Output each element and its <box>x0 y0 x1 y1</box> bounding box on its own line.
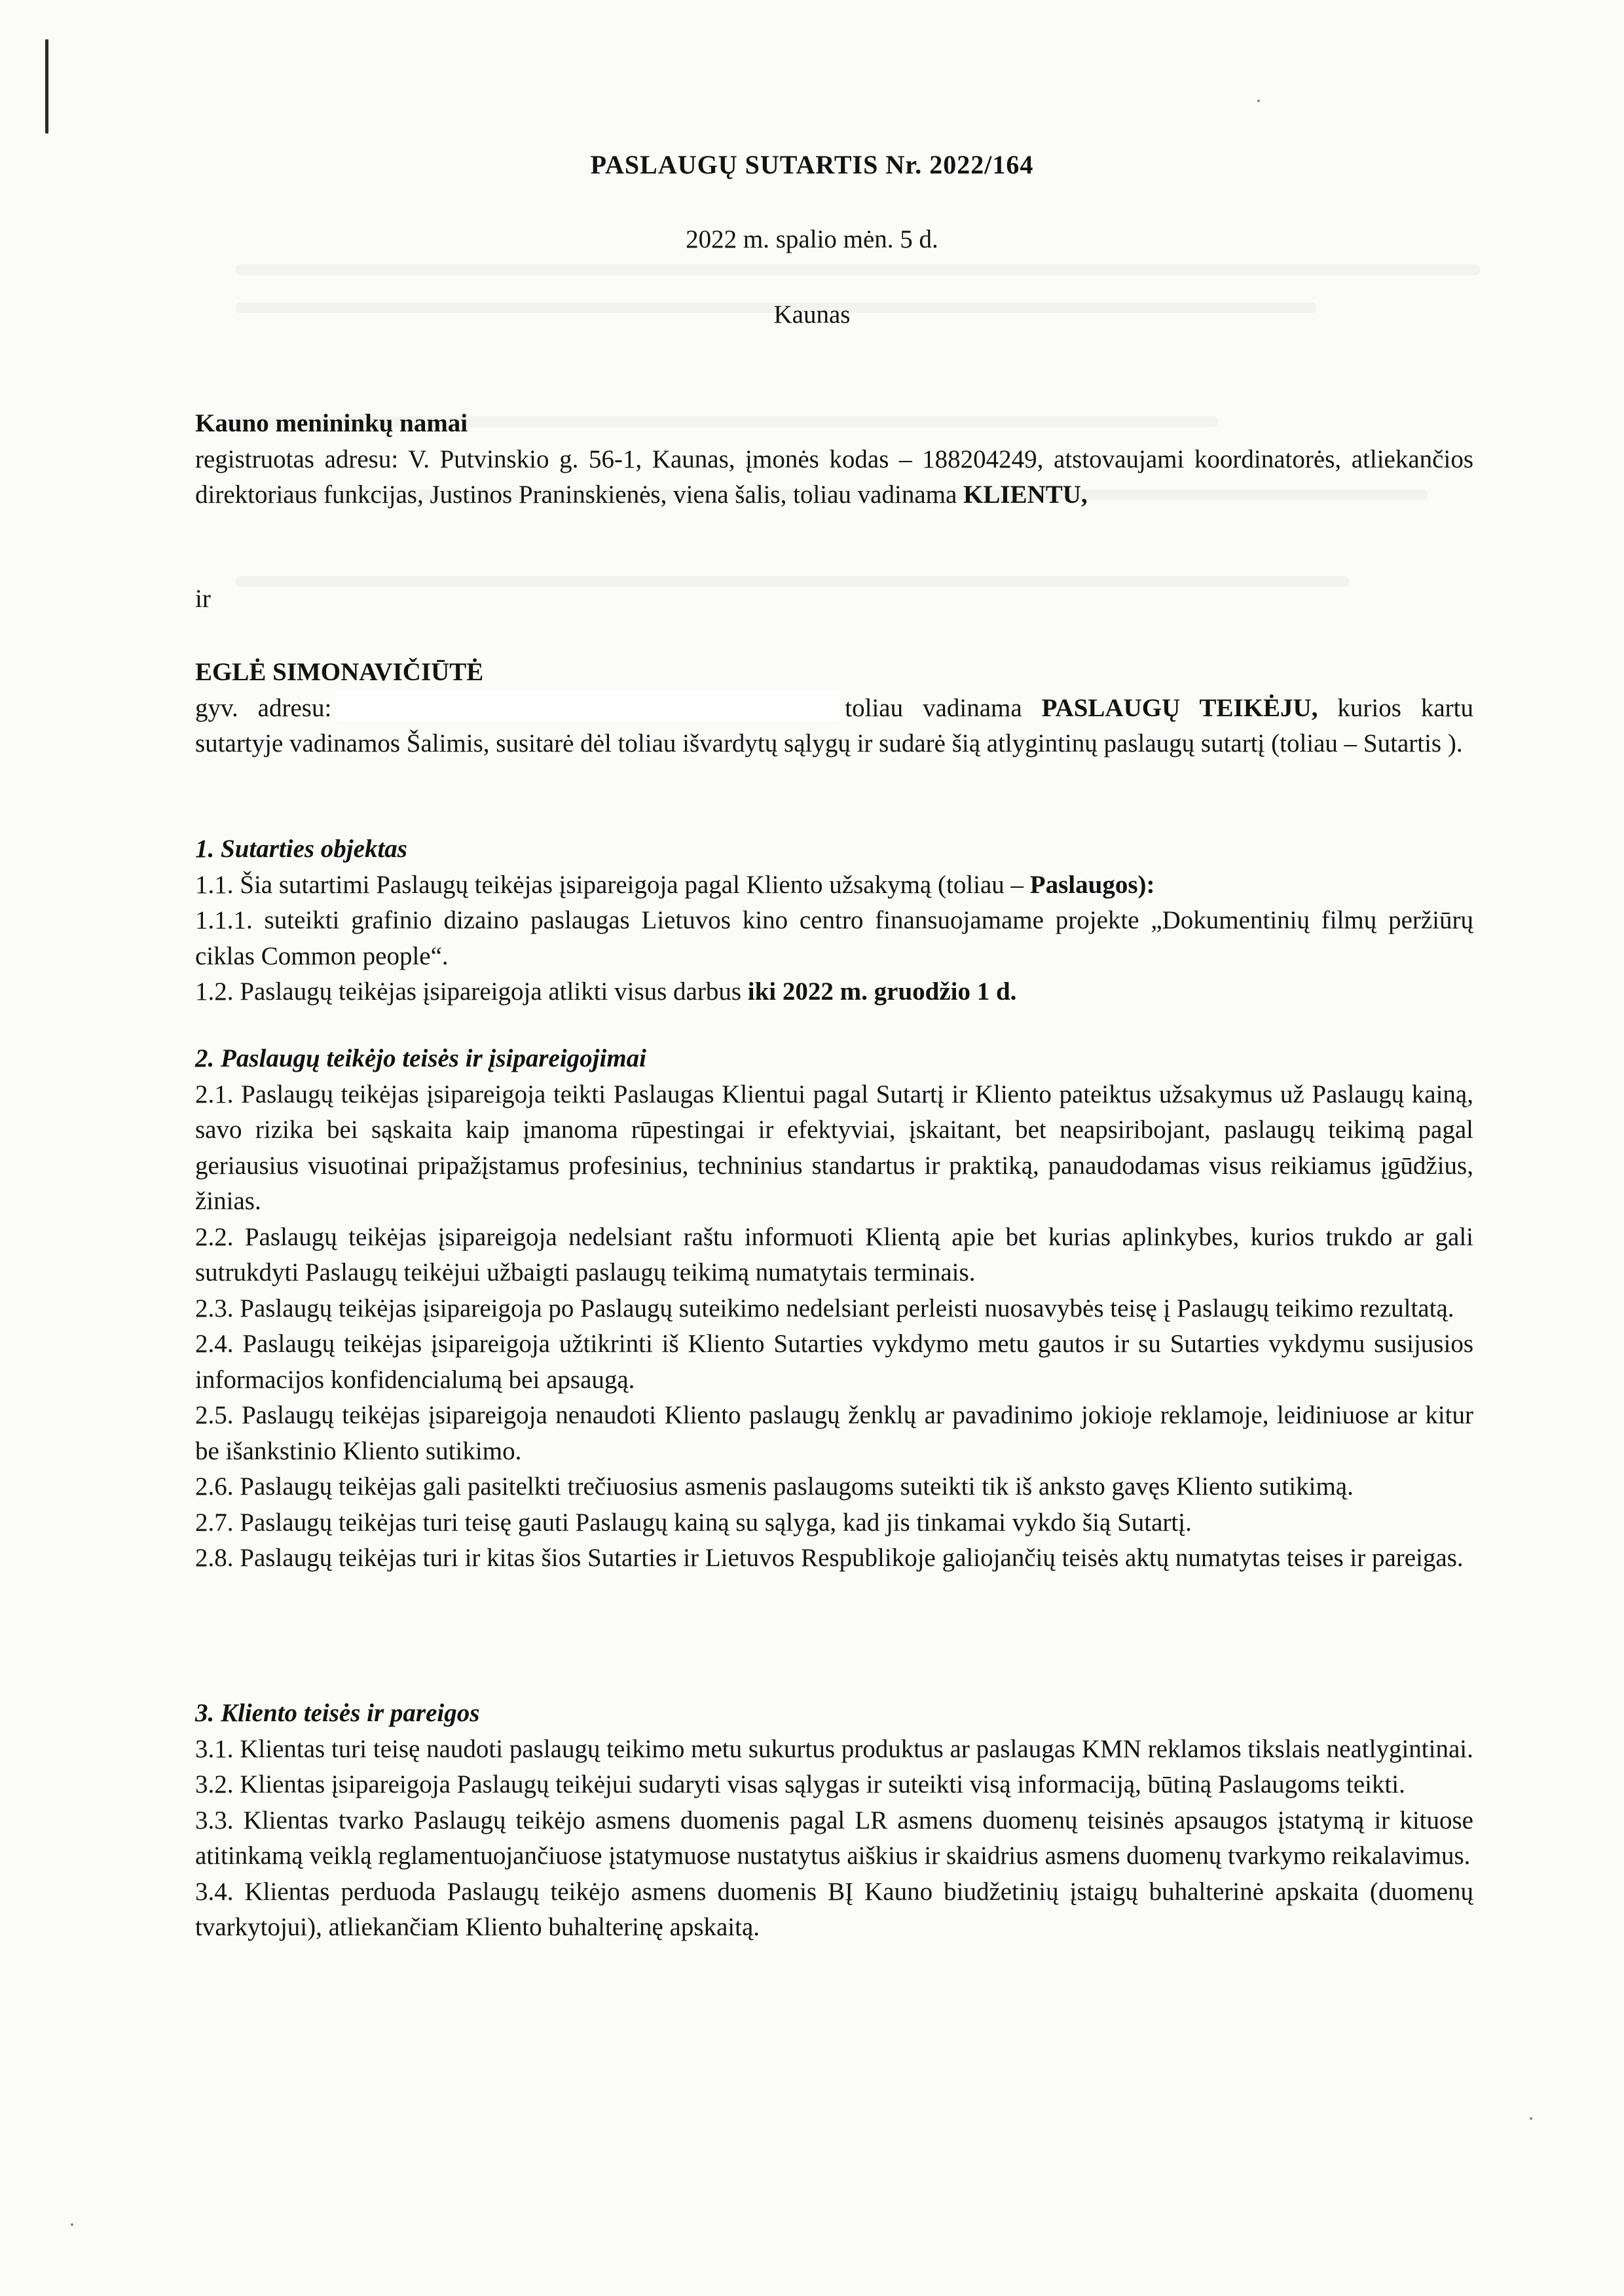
scan-speck <box>71 2223 73 2226</box>
client-name: Kauno menininkų namai <box>195 409 468 437</box>
contract-title: PASLAUGŲ SUTARTIS Nr. 2022/164 <box>590 150 1034 179</box>
clause-2-6: 2.6. Paslaugų teikėjas gali pasitelkti trečiuosius asmenis paslaugoms suteikti tik iš anksto gavęs Kliento sutikimą. <box>195 1472 1354 1501</box>
clause-1-1-bold: Paslaugos): <box>1029 870 1155 899</box>
clause-2-7: 2.7. Paslaugų teikėjas turi teisę gauti Paslaugų kainą su sąlyga, kad jis tinkamai vykdo šią Sutartį. <box>195 1508 1192 1537</box>
contract-city: Kaunas <box>773 301 851 329</box>
clause-1-2 <box>195 974 1473 1010</box>
client-party-block <box>195 406 1473 513</box>
provider-text-after-role: kurios kartu sutartyje vadinamos Šalimis, susitarė dėl toliau išvardytų sąlygų ir sudarė šią atlygintinų paslaugų sutartį (toliau – Sutartis ). <box>195 693 1474 757</box>
scan-speck <box>1530 2117 1532 2120</box>
bleed-through <box>236 264 1480 275</box>
clause-2-1: 2.1. Paslaugų teikėjas įsipareigoja teikti Paslaugas Klientui pagal Sutartį ir Kliento pateiktus užsakymus už Paslaugų kainą, savo rizika bei sąskaita kaip įmanoma rūpestingai ir efektyviai, įskaitant, bet neapsiribojant, paslaugų teikimą pagal geriausius visuotinai pripažįstamus profesinius, techninius standartus ir praktiką, panaudodamas visus reikiamus įgūdžius, žinias. <box>195 1080 1473 1215</box>
provider-party-block <box>195 655 1473 762</box>
client-role: KLIENTU, <box>963 481 1088 509</box>
section-2-heading: 2. Paslaugų teikėjo teisės ir įsipareigojimai <box>195 1044 647 1072</box>
clause-3-2: 3.2. Klientas įsipareigoja Paslaugų teikėjui sudaryti visas sąlygas ir suteikti visą informaciją, būtiną Paslaugoms teikti. <box>195 1770 1405 1798</box>
clause-3-3: 3.3. Klientas tvarko Paslaugų teikėjo asmens duomenis pagal LR asmens duomenų teisinės apsaugos įstatymą ir kituose atitinkamą veiklą reglamentuojančiuose įstatymuose nustatytus aiškius ir skaidrius asmens duomenų tvarkymo reikalavimus. <box>195 1806 1473 1870</box>
provider-address-label: gyv. adresu: <box>195 693 332 722</box>
clause-2-2: 2.2. Paslaugų teikėjas įsipareigoja nedelsiant raštu informuoti Klientą apie bet kurias aplinkybes, kurios trukdo ar gali sutrukdyti Paslaugų teikėjui užbaigti paslaugų teikimą numatytais terminais. <box>195 1222 1473 1286</box>
scan-margin-mark <box>45 39 48 134</box>
clause-1-1-1: 1.1.1. suteikti grafinio dizaino paslaugas Lietuvos kino centro finansuojamame projekte „Dokumentinių filmų peržiūrų ciklas Common people“. <box>195 906 1473 970</box>
provider-role: PASLAUGŲ TEIKĖJU, <box>1041 693 1318 722</box>
clause-2-8: 2.8. Paslaugų teikėjas turi ir kitas šios Sutarties ir Lietuvos Respublikoje galiojančių teisės aktų numatytas teises ir pareigas. <box>195 1544 1464 1572</box>
section-3 <box>195 1696 1473 1946</box>
clause-3-4: 3.4. Klientas perduoda Paslaugų teikėjo asmens duomenis BĮ Kauno biudžetinių įstaigų buhalterinė apskaita (duomenų tvarkytojui), atliekančiam Kliento buhalterinę apskaitą. <box>195 1877 1473 1941</box>
clause-1-2-bold: iki 2022 m. gruodžio 1 d. <box>747 977 1017 1006</box>
clause-1-2-text: 1.2. Paslaugų teikėjas įsipareigoja atlikti visus darbus <box>195 977 748 1006</box>
clause-3-1: 3.1. Klientas turi teisę naudoti paslaugų teikimo metu sukurtus produktus ar paslaugas KMN reklamos tikslais neatlygintinai. <box>195 1734 1473 1763</box>
provider-name: EGLĖ SIMONAVIČIŪTĖ <box>195 658 484 686</box>
client-details <box>195 442 1473 513</box>
clause-2-5: 2.5. Paslaugų teikėjas įsipareigoja nenaudoti Kliento paslaugų ženklų ar pavadinimo jokioje reklamoje, leidiniuose ar kitur be išankstinio Kliento sutikimo. <box>195 1401 1473 1465</box>
conjunction-ir: ir <box>195 585 211 613</box>
clause-1-1 <box>195 867 1473 903</box>
section-3-heading: 3. Kliento teisės ir pareigos <box>195 1699 480 1727</box>
contract-date: 2022 m. spalio mėn. 5 d. <box>686 225 938 253</box>
redacted-address-box <box>337 691 840 721</box>
section-1 <box>195 831 1473 1010</box>
clause-1-1-text: 1.1. Šia sutartimi Paslaugų teikėjas įsipareigoja pagal Kliento užsakymą (toliau – <box>195 870 1030 899</box>
section-2 <box>195 1041 1473 1576</box>
scan-speck <box>1257 100 1260 102</box>
provider-text-before-role: toliau vadinama <box>845 693 1022 722</box>
clause-2-3: 2.3. Paslaugų teikėjas įsipareigoja po Paslaugų suteikimo nedelsiant perleisti nuosavybės teisę į Paslaugų teikimo rezultatą. <box>195 1294 1454 1322</box>
section-1-heading: 1. Sutarties objektas <box>195 835 407 863</box>
clause-2-4: 2.4. Paslaugų teikėjas įsipareigoja užtikrinti iš Kliento Sutarties vykdymo metu gautos ir su Sutarties vykdymu susijusios informacijos konfidencialumą bei apsaugą. <box>195 1330 1473 1394</box>
client-address-text: registruotas adresu: V. Putvinskio g. 56-1, Kaunas, įmonės kodas – 188204249, atstovaujami koordinatorės, atliekančios direktoriaus funkcijas, Justinos Praninskienės, viena šalis, toliau vadinama <box>195 445 1473 509</box>
provider-details <box>195 691 1473 762</box>
